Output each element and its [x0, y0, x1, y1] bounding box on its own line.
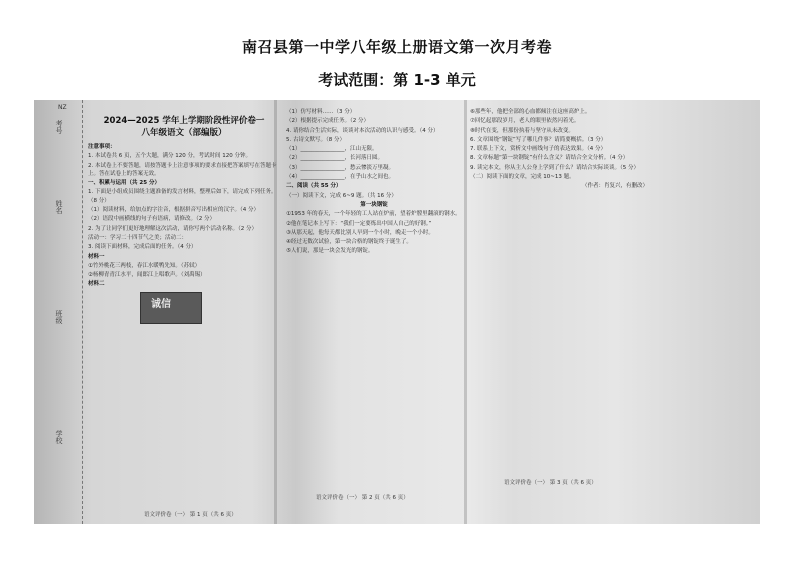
text-line: 5. 古诗文默写。（8 分） [286, 136, 345, 143]
text-line: （作者：肖复兴，有删改） [581, 183, 648, 190]
material-heading: 材料二 [88, 281, 105, 288]
binding-label-exam-number: 考号 [55, 120, 63, 134]
text-line: 9. 读完本文，你从主人公身上学到了什么？请结合实际谈谈。（5 分） [470, 164, 639, 171]
binding-label-school: 学校 [55, 430, 63, 444]
material-heading: 材料一 [88, 253, 105, 260]
binding-label-name: 姓名 [55, 200, 63, 214]
text-line: 8. 文章标题“第一块钢锭”有什么含义？请结合全文分析。（4 分） [470, 155, 629, 162]
section-heading: 一、积累与运用（共 25 分） [88, 180, 160, 187]
text-line: ⑤人们说，那是一块会发光的钢锭。 [286, 248, 374, 255]
text-line: 4. 请你结合生活实际，谈谈对本次活动的认识与感受。（4 分） [286, 127, 439, 134]
text-line: （1）仿写材料……（3 分） [286, 109, 356, 115]
text-line: 2. 本试卷上不要答题，请按答题卡上注意事项的要求直接把答案填写在答题卡上。答在试卷上的答案无效。 [88, 162, 277, 177]
text-line: （1）________________，江山无限。 [286, 146, 378, 153]
picture-caption: 诚信 [151, 298, 171, 310]
text-line: ①1953 年的春天，一个年轻的工人站在炉前，望着炉膛里翻滚的钢水。 [286, 211, 461, 218]
page-footer: 语文评价卷（一） 第 3 页（共 6 页） [504, 480, 597, 486]
text-line: 活动一：学习二十四节气之美；活动二： [88, 234, 188, 241]
text-line: （2）语段中画横线的句子有语病，请修改。（2 分） [88, 216, 215, 223]
text-line: （2）________________，长河落日圆。 [286, 155, 383, 162]
page-footer: 语文评价卷（一） 第 2 页（共 6 页） [316, 495, 409, 501]
text-line: （3）________________，愁云惨淡万里凝。 [286, 164, 395, 171]
exam-page-3 [470, 108, 648, 192]
text-line: ⑥那些年，他把全部的心血都倾注在这座高炉上。 [470, 109, 591, 115]
exam-page-2 [286, 108, 462, 257]
text-line: ②杨柳青青江水平，闻郎江上唱歌声。（刘禹锡） [88, 272, 206, 279]
exam-paper-photo [34, 100, 760, 524]
text-line: （一）阅读下文，完成 6~9 题。（共 16 分） [286, 192, 397, 199]
text-line: ⑧时代在变，但那份执着与坚守从未改变。 [470, 127, 574, 134]
paper-fold-line [464, 100, 467, 524]
text-line: 1. 本试卷共 6 页，五个大题，满分 120 分，考试时间 120 分钟。 [88, 153, 251, 160]
document-title: 南召县第一中学八年级上册语文第一次月考卷 [241, 38, 552, 56]
text-line: ⑦回忆起那段岁月，老人的眼里依然闪着光。 [470, 118, 580, 125]
article-title: 第一块钢锭 [360, 201, 388, 208]
text-line: （2）根据提示完成任务。（2 分） [286, 118, 369, 125]
exam-title: 2024—2025 学年上学期阶段性评价卷一 [103, 116, 265, 126]
text-line: ③从那天起，他每天都比别人早到一个小时，晚走一个小时。 [286, 229, 434, 236]
text-line: （4）________________，在乎山水之间也。 [286, 174, 395, 181]
binding-strip [34, 100, 83, 524]
material-picture [140, 292, 202, 324]
page-footer: 语文评价卷（一） 第 1 页（共 6 页） [144, 512, 237, 518]
text-line: ①竹外桃花三两枝，春江水暖鸭先知。（苏轼） [88, 262, 201, 269]
page-header [0, 36, 794, 90]
binding-label-class: 班级 [55, 310, 63, 324]
document-subtitle: 考试范围：第 1-3 单元 [318, 71, 476, 89]
text-line: 3. 阅读下面材料，完成后面的任务。（4 分） [88, 244, 197, 251]
exam-page-1 [88, 108, 280, 327]
exam-subtitle: 八年级语文（部编版） [141, 128, 227, 138]
text-line: 注意事项： [88, 144, 116, 150]
text-line: ②他在笔记本上写下：“我们一定要炼出中国人自己的好钢。” [286, 220, 432, 227]
text-line: 2. 为了让同学们更好地理解这次活动，请你写两个活动名称。（2 分） [88, 225, 257, 232]
text-line: ④经过无数次试验，第一块合格的钢锭终于诞生了。 [286, 239, 412, 246]
text-line: 7. 联系上下文，赏析文中画线句子的表达效果。（4 分） [470, 146, 606, 153]
section-heading: 二、阅读（共 55 分） [286, 183, 342, 190]
text-line: （1）阅读材料，给加点的字注音，根据拼音写出相应的汉字。（4 分） [88, 207, 259, 214]
corner-mark: NZ [58, 104, 67, 111]
text-line: （二）阅读下面的文章，完成 10~13 题。 [470, 174, 575, 181]
text-line: 1. 下面是小组成员围绕主题准备的发言材料，整理后如下，请完成下列任务。（8 分） [88, 189, 277, 204]
text-line: 6. 文章围绕“钢锭”写了哪几件事？请简要概括。（3 分） [470, 136, 607, 143]
